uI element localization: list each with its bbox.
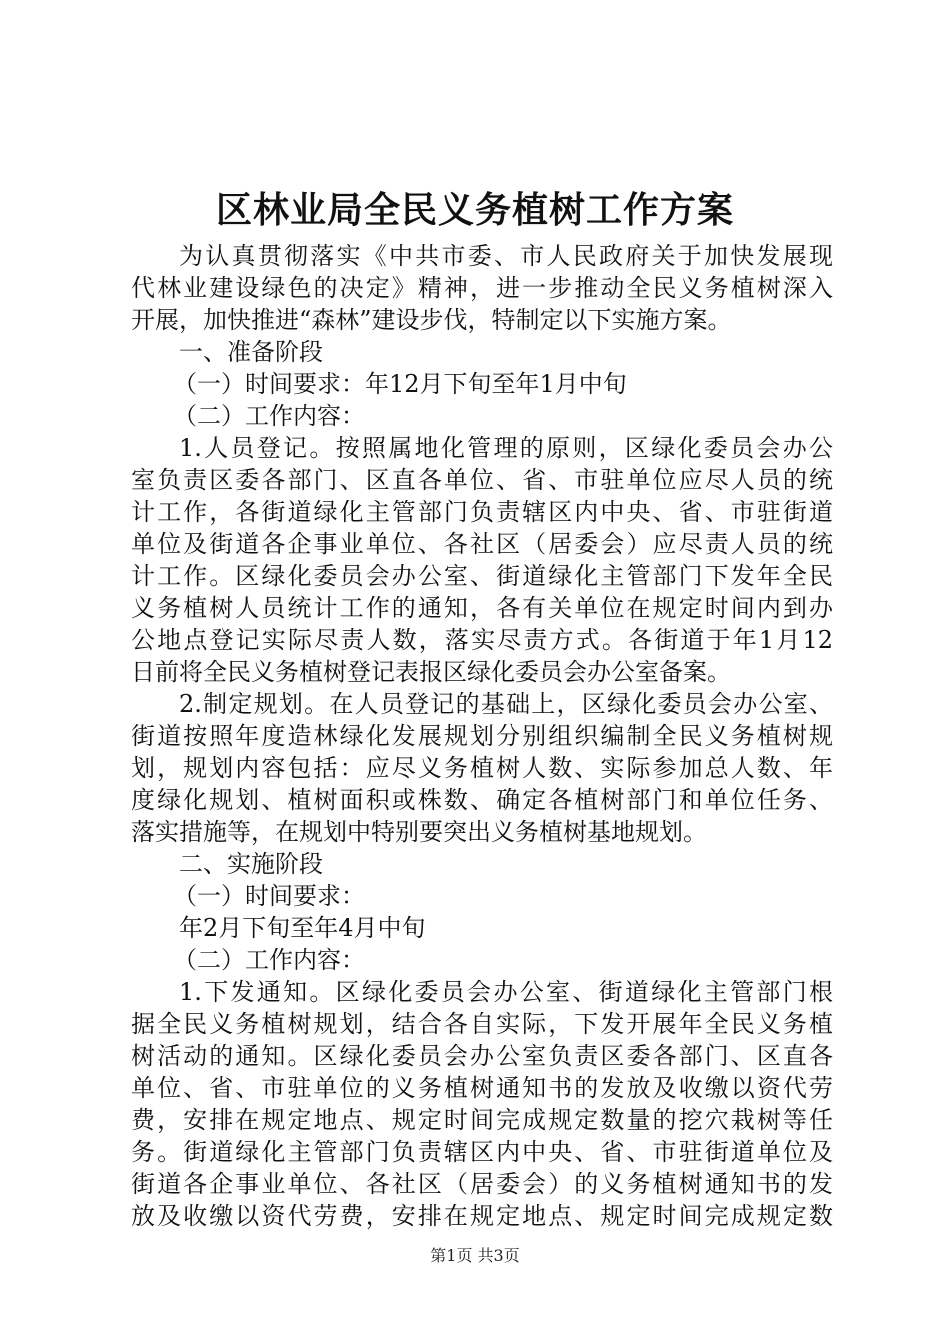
paragraph-line: 室负责区委各部门、区直各单位、省、市驻单位应尽人员的统 — [131, 466, 833, 494]
paragraph-line: 1.下发通知。区绿化委员会办公室、街道绿化主管部门根 — [179, 978, 833, 1006]
document-body — [131, 240, 833, 1232]
paragraph-line: 度绿化规划、植树面积或株数、确定各植树部门和单位任务、 — [131, 786, 833, 814]
subsection-heading: （一）时间要求： — [173, 882, 365, 910]
document-title: 区林业局全民义务植树工作方案 — [215, 189, 734, 231]
subsection-heading: （一）时间要求：年12月下旬至年1月中旬 — [173, 370, 627, 398]
paragraph-line: 落实措施等，在规划中特别要突出义务植树基地规划。 — [131, 818, 707, 846]
paragraph-line: 树活动的通知。区绿化委员会办公室负责区委各部门、区直各 — [131, 1042, 833, 1070]
paragraph-line: 为认真贯彻落实《中共市委、市人民政府关于加快发展现 — [179, 242, 833, 270]
paragraph-line: 单位、省、市驻单位的义务植树通知书的发放及收缴以资代劳 — [131, 1074, 833, 1102]
paragraph-line: 划，规划内容包括：应尽义务植树人数、实际参加总人数、年 — [131, 754, 833, 782]
paragraph-line: 街道按照年度造林绿化发展规划分别组织编制全民义务植树规 — [131, 722, 833, 750]
page-number-footer: 第1页 共3页 — [430, 1246, 520, 1265]
paragraph-line: 费，安排在规定地点、规定时间完成规定数量的挖穴栽树等任 — [131, 1106, 833, 1134]
subsection-heading: （二）工作内容： — [173, 402, 365, 430]
paragraph-line: 放及收缴以资代劳费，安排在规定地点、规定时间完成规定数 — [131, 1202, 833, 1230]
paragraph-line: 公地点登记实际尽责人数，落实尽责方式。各街道于年1月12 — [131, 626, 833, 654]
section-heading: 二、实施阶段 — [179, 850, 323, 878]
paragraph-line: 代林业建设绿色的决定》精神，进一步推动全民义务植树深入 — [131, 274, 833, 302]
paragraph-line: 计工作。区绿化委员会办公室、街道绿化主管部门下发年全民 — [131, 562, 833, 590]
subsection-heading: （二）工作内容： — [173, 946, 365, 974]
paragraph-line: 1.人员登记。按照属地化管理的原则，区绿化委员会办公 — [179, 434, 833, 462]
paragraph-line: 单位及街道各企事业单位、各社区（居委会）应尽责人员的统 — [131, 530, 833, 558]
paragraph-line: 街道各企事业单位、各社区（居委会）的义务植树通知书的发 — [131, 1170, 833, 1198]
paragraph-line: 年2月下旬至年4月中旬 — [179, 914, 426, 942]
paragraph-line: 务。街道绿化主管部门负责辖区内中央、省、市驻街道单位及 — [131, 1138, 833, 1166]
paragraph-line: 据全民义务植树规划，结合各自实际，下发开展年全民义务植 — [131, 1010, 833, 1038]
paragraph-line: 义务植树人员统计工作的通知，各有关单位在规定时间内到办 — [131, 594, 833, 622]
paragraph-line: 开展，加快推进“森林”建设步伐，特制定以下实施方案。 — [131, 306, 732, 334]
paragraph-line: 日前将全民义务植树登记表报区绿化委员会办公室备案。 — [131, 658, 731, 686]
paragraph-line: 计工作，各街道绿化主管部门负责辖区内中央、省、市驻街道 — [131, 498, 833, 526]
paragraph-line: 2.制定规划。在人员登记的基础上，区绿化委员会办公室、 — [179, 690, 833, 718]
section-heading: 一、准备阶段 — [179, 338, 323, 366]
